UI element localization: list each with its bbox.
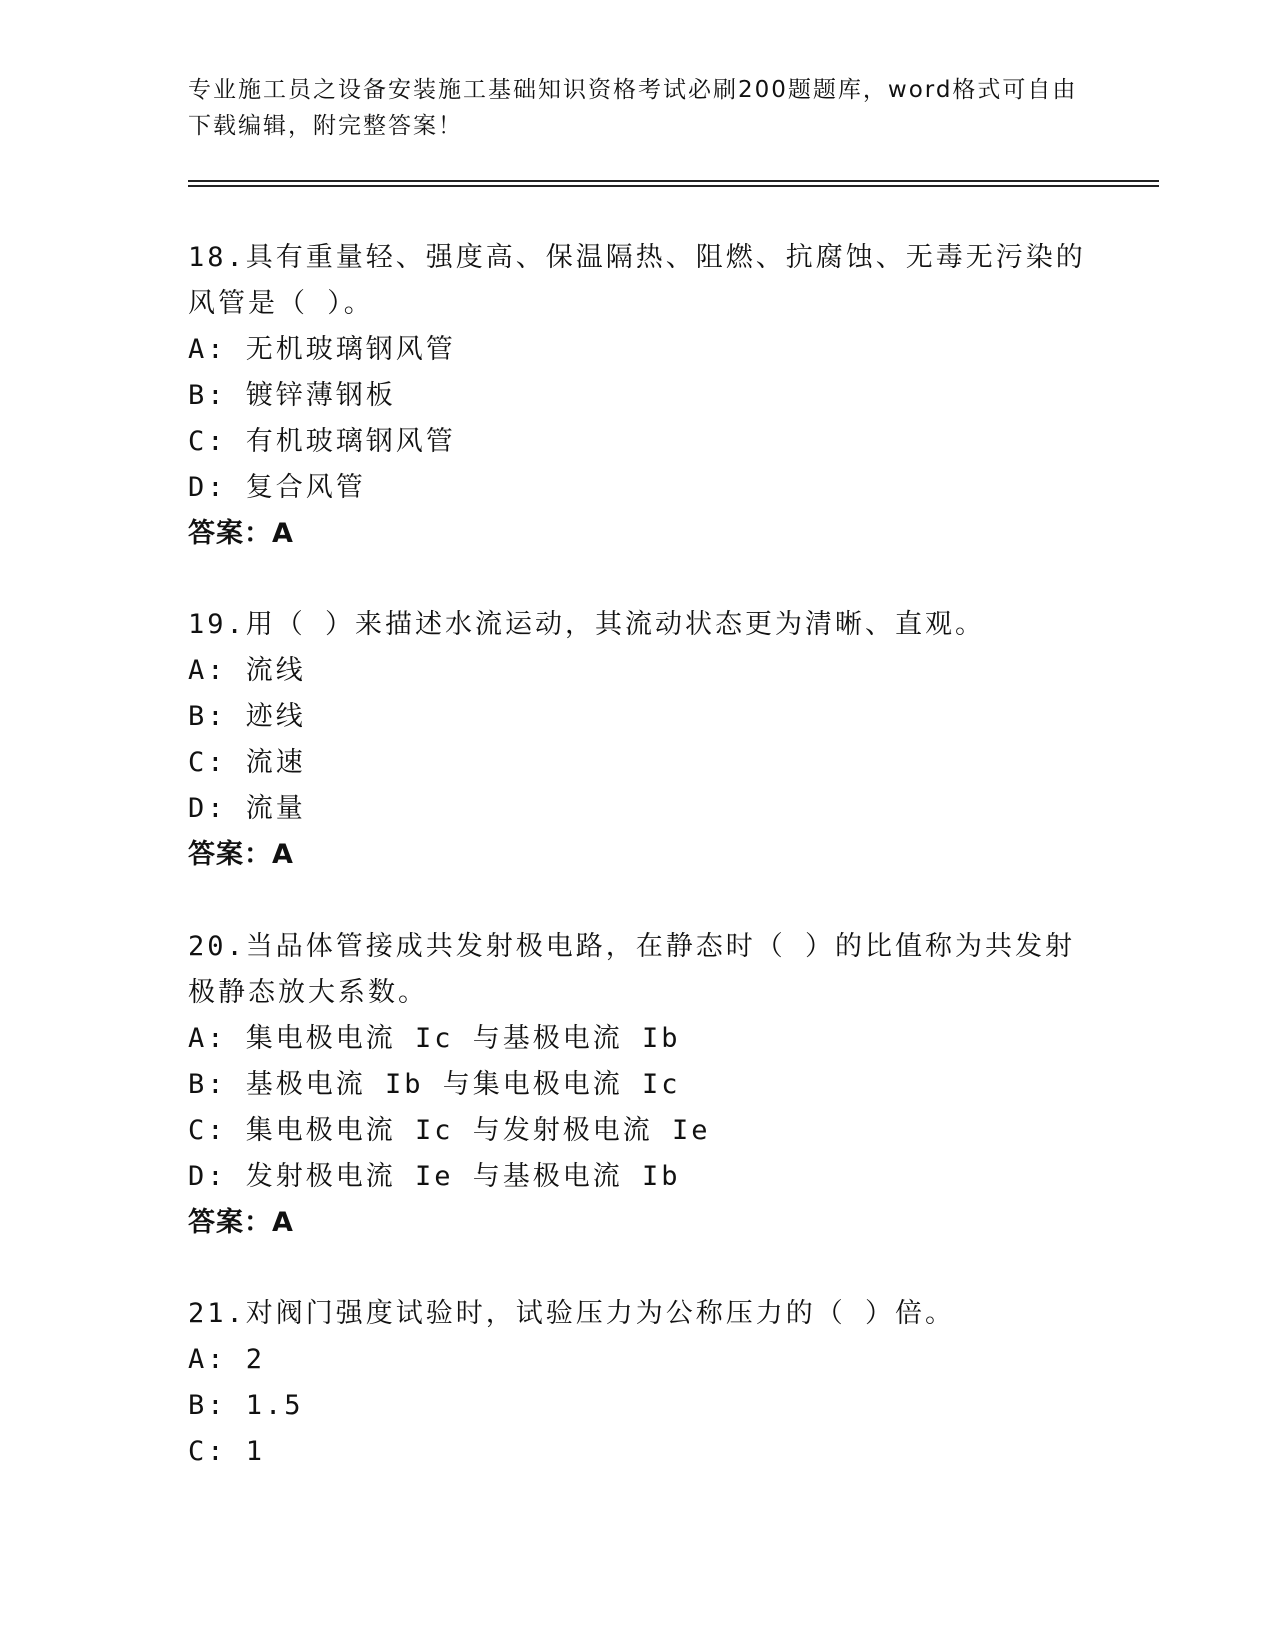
document-header: 专业施工员之设备安装施工基础知识资格考试必刷200题题库，word格式可自由下载编辑，附完整答案！ <box>188 77 1078 139</box>
question-19 <box>188 602 1088 878</box>
question-stem: 19.用（ ）来描述水流运动，其流动状态更为清晰、直观。 <box>188 609 986 640</box>
option-c: C: 有机玻璃钢风管 <box>188 426 456 457</box>
option-c: C: 集电极电流 Ic 与发射极电流 Ie <box>188 1115 711 1146</box>
option-c: C: 流速 <box>188 747 306 778</box>
option-a: A: 集电极电流 Ic 与基极电流 Ib <box>188 1023 681 1054</box>
question-stem: 20.当品体管接成共发射极电路，在静态时（ ）的比值称为共发射极静态放大系数。 <box>188 931 1076 1008</box>
option-a: A: 无机玻璃钢风管 <box>188 334 456 365</box>
question-18 <box>188 235 1088 557</box>
option-b: B: 迹线 <box>188 701 306 732</box>
question-20 <box>188 924 1088 1246</box>
option-d: D: 复合风管 <box>188 472 366 503</box>
option-b: B: 1.5 <box>188 1390 304 1421</box>
option-c: C: 1 <box>188 1436 266 1467</box>
answer-line: 答案：A <box>188 1207 294 1238</box>
answer-line: 答案：A <box>188 518 294 549</box>
option-a: A: 2 <box>188 1344 266 1375</box>
answer-line: 答案：A <box>188 839 294 870</box>
header-divider-bottom <box>188 185 1159 187</box>
option-b: B: 基极电流 Ib 与集电极电流 Ic <box>188 1069 681 1100</box>
header-divider-top <box>188 180 1159 182</box>
option-d: D: 发射极电流 Ie 与基极电流 Ib <box>188 1161 681 1192</box>
option-d: D: 流量 <box>188 793 306 824</box>
question-stem: 21.对阀门强度试验时，试验压力为公称压力的（ ）倍。 <box>188 1298 956 1329</box>
question-21 <box>188 1291 1088 1475</box>
option-b: B: 镀锌薄钢板 <box>188 380 396 411</box>
option-a: A: 流线 <box>188 655 306 686</box>
question-stem: 18.具有重量轻、强度高、保温隔热、阻燃、抗腐蚀、无毒无污染的风管是（ ）。 <box>188 242 1086 319</box>
